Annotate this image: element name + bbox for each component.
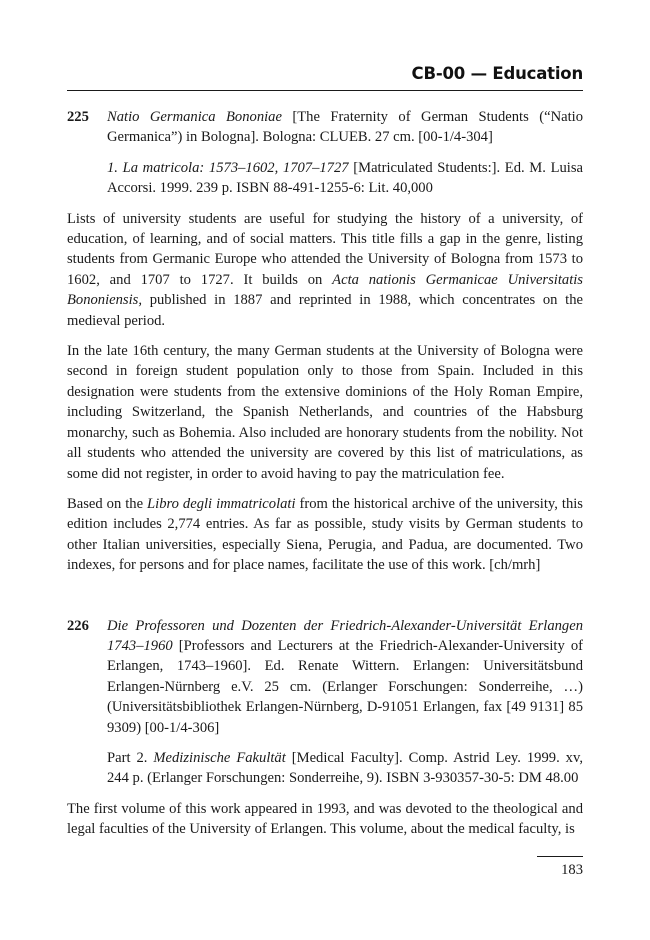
review-paragraph-3 (67, 494, 583, 576)
entry-citation (107, 616, 583, 738)
entry-volume (107, 158, 583, 199)
bibliography-entry-226 (67, 616, 583, 789)
paragraph-text: from the historical archive of the university, this edition includes 2,774 entries. As far as possible, study visits by German students to other Italian universities, especially Siena, Perugia, and Padua, are documented. Two indexes, for persons and for place names, facilitate the use of this work. [ch/mrh] (67, 495, 583, 574)
page-content (67, 107, 583, 840)
paragraph-text: Based on the (67, 495, 148, 512)
entry-title-italic: Die Professoren und Dozenten der Friedrich-Alexander-Universität Erlangen 1743–1960 (107, 617, 583, 654)
footer-rule (537, 856, 583, 857)
section-title: CB-00 — Education (411, 64, 583, 83)
volume-title-italic: Medizinische Fakultät (153, 749, 286, 766)
entry-volume (107, 748, 583, 789)
review-paragraph-4: The first volume of this work appeared in 1993, and was devoted to the theological and legal faculties of the University of Erlangen. This volume, about the medical faculty, is (67, 800, 583, 838)
volume-title-italic: 1. La matricola: 1573–1602, 1707–1727 (107, 159, 349, 176)
review-paragraph-1 (67, 209, 583, 331)
volume-details: [Matriculated Students:]. Ed. M. Luisa Accorsi. 1999. 239 p. ISBN 88-491-1255-6: Lit. 40,000 (107, 159, 583, 197)
paragraph-text: Lists of university students are useful for studying the history of a university, of education, of learning, and of social matters. This title fills a gap in the genre, listing students from Germanic Europe who attended the University of Bologna from 1573 to 1602, and 1707 to 1727. It builds on (67, 210, 583, 288)
entry-title-rest: [Professors and Lecturers at the Friedrich-Alexander-University of Erlangen, 1743–1960]. Ed. Renate Wittern. Erlangen: Universitätsbund Erlangen-Nürnberg e.V. 25 cm. (Erlanger Forschungen: Sonderreihe, …) (Universitätsbibliothek Erlangen-Nürnberg, D-91051 Erlangen, fax [49 9131] 85 9309) [00-1/4-306] (107, 637, 583, 736)
document-page (67, 0, 583, 940)
entry-title-italic: Natio Germanica Bononiae (107, 109, 282, 125)
paragraph-italic: Acta nationis Germanicae Universitatis Bononiensis, (67, 271, 583, 309)
entry-citation (107, 107, 583, 148)
running-header (67, 58, 583, 91)
volume-details: [Medical Faculty]. Comp. Astrid Ley. 1999. xv, 244 p. (Erlanger Forschungen: Sonderreihe, 9). ISBN 3-930357-30-5: DM 48.00 (107, 749, 583, 787)
entry-number: 225 (67, 109, 89, 125)
page-number: 183 (561, 862, 583, 878)
volume-prefix: Part 2. (107, 749, 154, 766)
entry-number: 226 (67, 617, 89, 634)
review-paragraph-2: In the late 16th century, the many German students at the University of Bologna were second in foreign student population only to those from Spain. Included in this designation were students from the extensive dominions of the Holy Roman Empire, including Switzerland, the Spanish Netherlands, and countries of the Habsburg monarchy, such as Bohemia. Also included are honorary students from the nobility. Not all students who attended the university are covered by this list of matriculations, as some did not register, in order to avoid having to pay the matriculation fee. (67, 343, 583, 482)
entry-title-rest: [The Fraternity of German Students (“Natio Germanica”) in Bologna]. Bologna: CLUEB. 27 cm. [00-1/4-304] (107, 109, 583, 146)
paragraph-text: published in 1887 and reprinted in 1988, which concentrates on the medieval period. (67, 292, 583, 329)
bibliography-entry-225 (67, 107, 583, 199)
paragraph-italic: Libro degli immatricolati (147, 495, 296, 512)
